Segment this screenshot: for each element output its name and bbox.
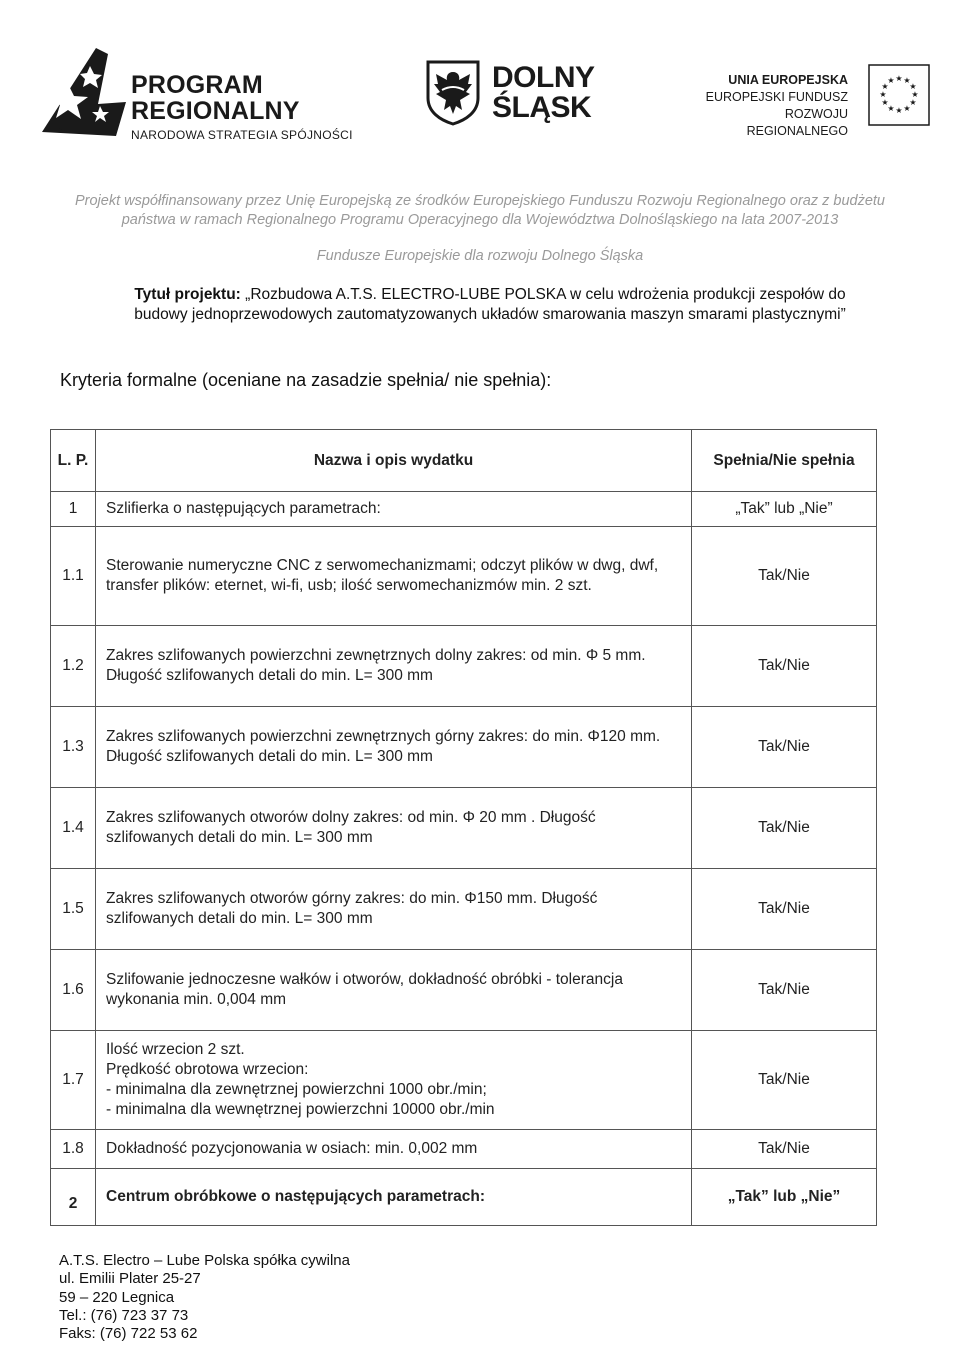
- row-desc-line: Ilość wrzecion 2 szt.: [106, 1041, 245, 1058]
- project-title-line1: [60, 285, 920, 305]
- footer-phone: Tel.: (76) 723 37 73: [59, 1306, 189, 1324]
- slask-line: ŚLĄSK: [492, 91, 592, 124]
- row-desc: Zakres szlifowanych otworów dolny zakres: od min. Φ 20 mm . Długość szlifowanych detali do min. L= 300 mm: [96, 788, 692, 869]
- table-row: [51, 1169, 877, 1226]
- project-title-text1: „Rozbudowa A.T.S. ELECTRO-LUBE POLSKA w celu wdrożenia produkcji zespołów do: [240, 286, 846, 303]
- program-star-icon: [38, 44, 130, 144]
- dolny-line: DOLNY: [492, 61, 595, 94]
- ue-line2: EUROPEJSKI FUNDUSZ: [705, 90, 848, 104]
- unia-europejska-logo: [690, 64, 930, 138]
- row-lp: 1.8: [51, 1130, 96, 1169]
- project-title-line2: budowy jednoprzewodowych zautomatyzowanych układów smarowania maszyn smarami plastycznymi”: [134, 306, 846, 323]
- svg-text:★: ★: [903, 104, 911, 113]
- row-lp: 1.6: [51, 950, 96, 1031]
- svg-text:★: ★: [895, 74, 903, 83]
- ue-text: [690, 72, 848, 140]
- row-desc: Zakres szlifowanych powierzchni zewnętrznych górny zakres: do min. Φ120 mm. Długość szlifowanych detali do min. L= 300 mm: [96, 707, 692, 788]
- footer-fax: Faks: (76) 722 53 62: [59, 1325, 198, 1343]
- row-lp: 1: [51, 492, 96, 527]
- eagle-shield-icon: [426, 60, 480, 126]
- table-row: [51, 869, 877, 950]
- ue-line3: ROZWOJU REGIONALNEGO: [746, 107, 848, 138]
- row-value: Tak/Nie: [692, 626, 877, 707]
- row-lp: 1.7: [51, 1031, 96, 1130]
- row-desc: Szlifowanie jednoczesne wałków i otworów, dokładność obróbki - tolerancja wykonania min. 0,004 mm: [96, 950, 692, 1031]
- program-regionalny-logo: [38, 44, 358, 144]
- cofinance-line1: Projekt współfinansowany przez Unię Europejską ze środków Europejskiego Funduszu Rozwoju Regionalnego oraz z budżetu: [74, 193, 886, 209]
- svg-text:★: ★: [881, 98, 889, 107]
- footer-street: ul. Emilii Plater 25-27: [59, 1270, 201, 1288]
- program-line1: PROGRAM: [131, 71, 263, 99]
- row-value: Tak/Nie: [692, 950, 877, 1031]
- row-value: Tak/Nie: [692, 788, 877, 869]
- project-title: [60, 285, 920, 325]
- program-line3: NARODOWA STRATEGIA SPÓJNOŚCI: [131, 128, 353, 142]
- header-meets: Spełnia/Nie spełnia: [692, 430, 877, 492]
- row-desc: Centrum obróbkowe o następujących parametrach:: [96, 1169, 692, 1226]
- svg-text:★: ★: [911, 90, 919, 99]
- footer-address: [59, 1252, 350, 1343]
- criteria-heading: Kryteria formalne (oceniane na zasadzie spełnia/ nie spełnia):: [60, 370, 552, 390]
- footer-company: A.T.S. Electro – Lube Polska spółka cywilna: [59, 1252, 350, 1269]
- row-lp: 1.3: [51, 707, 96, 788]
- program-text: [131, 72, 353, 142]
- program-line2: REGIONALNY: [131, 97, 300, 125]
- row-value: Tak/Nie: [692, 527, 877, 626]
- svg-text:★: ★: [879, 90, 887, 99]
- table-row: [51, 950, 877, 1031]
- svg-text:★: ★: [895, 106, 903, 115]
- header-lp: L. P.: [51, 430, 96, 492]
- row-lp: 1.2: [51, 626, 96, 707]
- row-desc: Zakres szlifowanych powierzchni zewnętrznych dolny zakres: od min. Φ 5 mm. Długość szlifowanych detali do min. L= 300 mm: [96, 626, 692, 707]
- table-row: [51, 788, 877, 869]
- header-name: Nazwa i opis wydatku: [96, 430, 692, 492]
- table-row: [51, 707, 877, 788]
- svg-text:★: ★: [887, 104, 895, 113]
- svg-text:★: ★: [909, 98, 917, 107]
- svg-text:★: ★: [887, 76, 895, 85]
- criteria-table: [50, 429, 877, 1226]
- row-lp: 1.1: [51, 527, 96, 626]
- table-row: [51, 1130, 877, 1169]
- row-desc: Dokładność pozycjonowania w osiach: min. 0,002 mm: [96, 1130, 692, 1169]
- row-lp: 1.4: [51, 788, 96, 869]
- row-desc-line: Prędkość obrotowa wrzecion:: [106, 1061, 309, 1078]
- row-lp: 1.5: [51, 869, 96, 950]
- table-row: [51, 626, 877, 707]
- cofinance-line3: Fundusze Europejskie dla rozwoju Dolnego Śląska: [316, 248, 644, 264]
- row-desc-line: - minimalna dla wewnętrznej powierzchni 10000 obr./min: [106, 1101, 495, 1118]
- svg-text:★: ★: [909, 82, 917, 91]
- table-row: [51, 1031, 877, 1130]
- project-label: Tytuł projektu:: [134, 286, 241, 303]
- row-value: „Tak” lub „Nie”: [692, 492, 877, 527]
- eu-flag-icon: [868, 64, 930, 126]
- row-value: Tak/Nie: [692, 1130, 877, 1169]
- logos-header: [0, 40, 960, 150]
- row-value: Tak/Nie: [692, 869, 877, 950]
- dolny-slask-text: [492, 63, 595, 123]
- table-row: [51, 527, 877, 626]
- row-value: „Tak” lub „Nie”: [692, 1169, 877, 1226]
- table-header-row: [51, 430, 877, 492]
- row-lp: 2: [51, 1169, 96, 1226]
- row-desc: Zakres szlifowanych otworów górny zakres: do min. Φ150 mm. Długość szlifowanych detali do min. L= 300 mm: [96, 869, 692, 950]
- ue-line1: UNIA EUROPEJSKA: [728, 73, 848, 87]
- dolny-slask-logo: [426, 60, 626, 135]
- row-value: Tak/Nie: [692, 1031, 877, 1130]
- row-desc: Sterowanie numeryczne CNC z serwomechanizmami; odczyt plików w dwg, dwf, transfer plików: eternet, wi-fi, usb; ilość serwomechanizmów min. 2 szt.: [96, 527, 692, 626]
- row-desc: [96, 1031, 692, 1130]
- table-row: [51, 492, 877, 527]
- row-desc-line: - minimalna dla zewnętrznej powierzchni 1000 obr./min;: [106, 1081, 487, 1098]
- cofinance-line2: państwa w ramach Regionalnego Programu Operacyjnego dla Województwa Dolnośląskiego na lata 2007-2013: [121, 212, 839, 228]
- row-desc: Szlifierka o następujących parametrach:: [96, 492, 692, 527]
- svg-text:★: ★: [881, 82, 889, 91]
- svg-text:★: ★: [903, 76, 911, 85]
- row-value: Tak/Nie: [692, 707, 877, 788]
- footer-city: 59 – 220 Legnica: [59, 1288, 175, 1306]
